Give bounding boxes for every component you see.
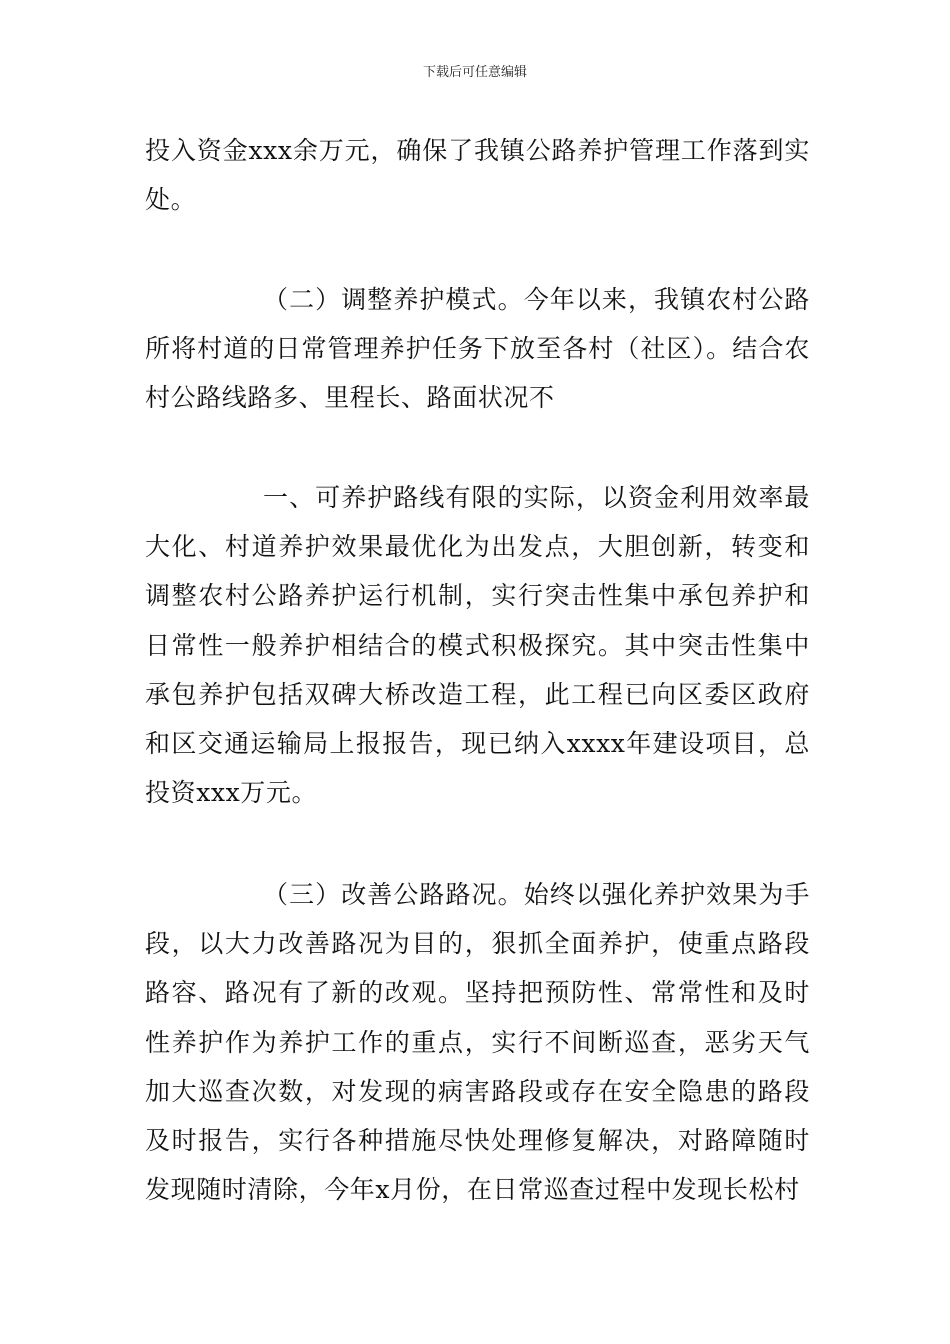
- paragraph-section-2: （二）调整养护模式。今年以来，我镇农村公路所将村道的日常管理养护任务下放至各村（社区）。结合农村公路线路多、里程长、路面状况不: [145, 285, 810, 413]
- paragraph-section-1: 一、可养护路线有限的实际，以资金利用效率最大化、村道养护效果最优化为出发点，大胆创新，转变和调整农村公路养护运行机制，实行突击性集中承包养护和日常性一般养护相结合的模式积极探究。其中突击性集中承包养护包括双碑大桥改造工程，此工程已向区委区政府和区交通运输局上报报告，现已纳入xxxx年建设项目，总投资xxx万元。: [145, 483, 810, 808]
- paragraph-section-3: （三）改善公路路况。始终以强化养护效果为手段，以大力改善路况为目的，狠抓全面养护，使重点路段路容、路况有了新的改观。坚持把预防性、常常性和及时性养护作为养护工作的重点，实行不间断巡查，恶劣天气加大巡查次数，对发现的病害路段或存在安全隐患的路段及时报告，实行各种措施尽快处理修复解决，对路障随时发现随时清除，今年x月份，在日常巡查过程中发现长松村: [145, 880, 810, 1205]
- page-header: 下载后可任意编辑: [422, 65, 527, 80]
- paragraph-funding: 投入资金xxx余万元，确保了我镇公路养护管理工作落到实处。: [145, 136, 810, 215]
